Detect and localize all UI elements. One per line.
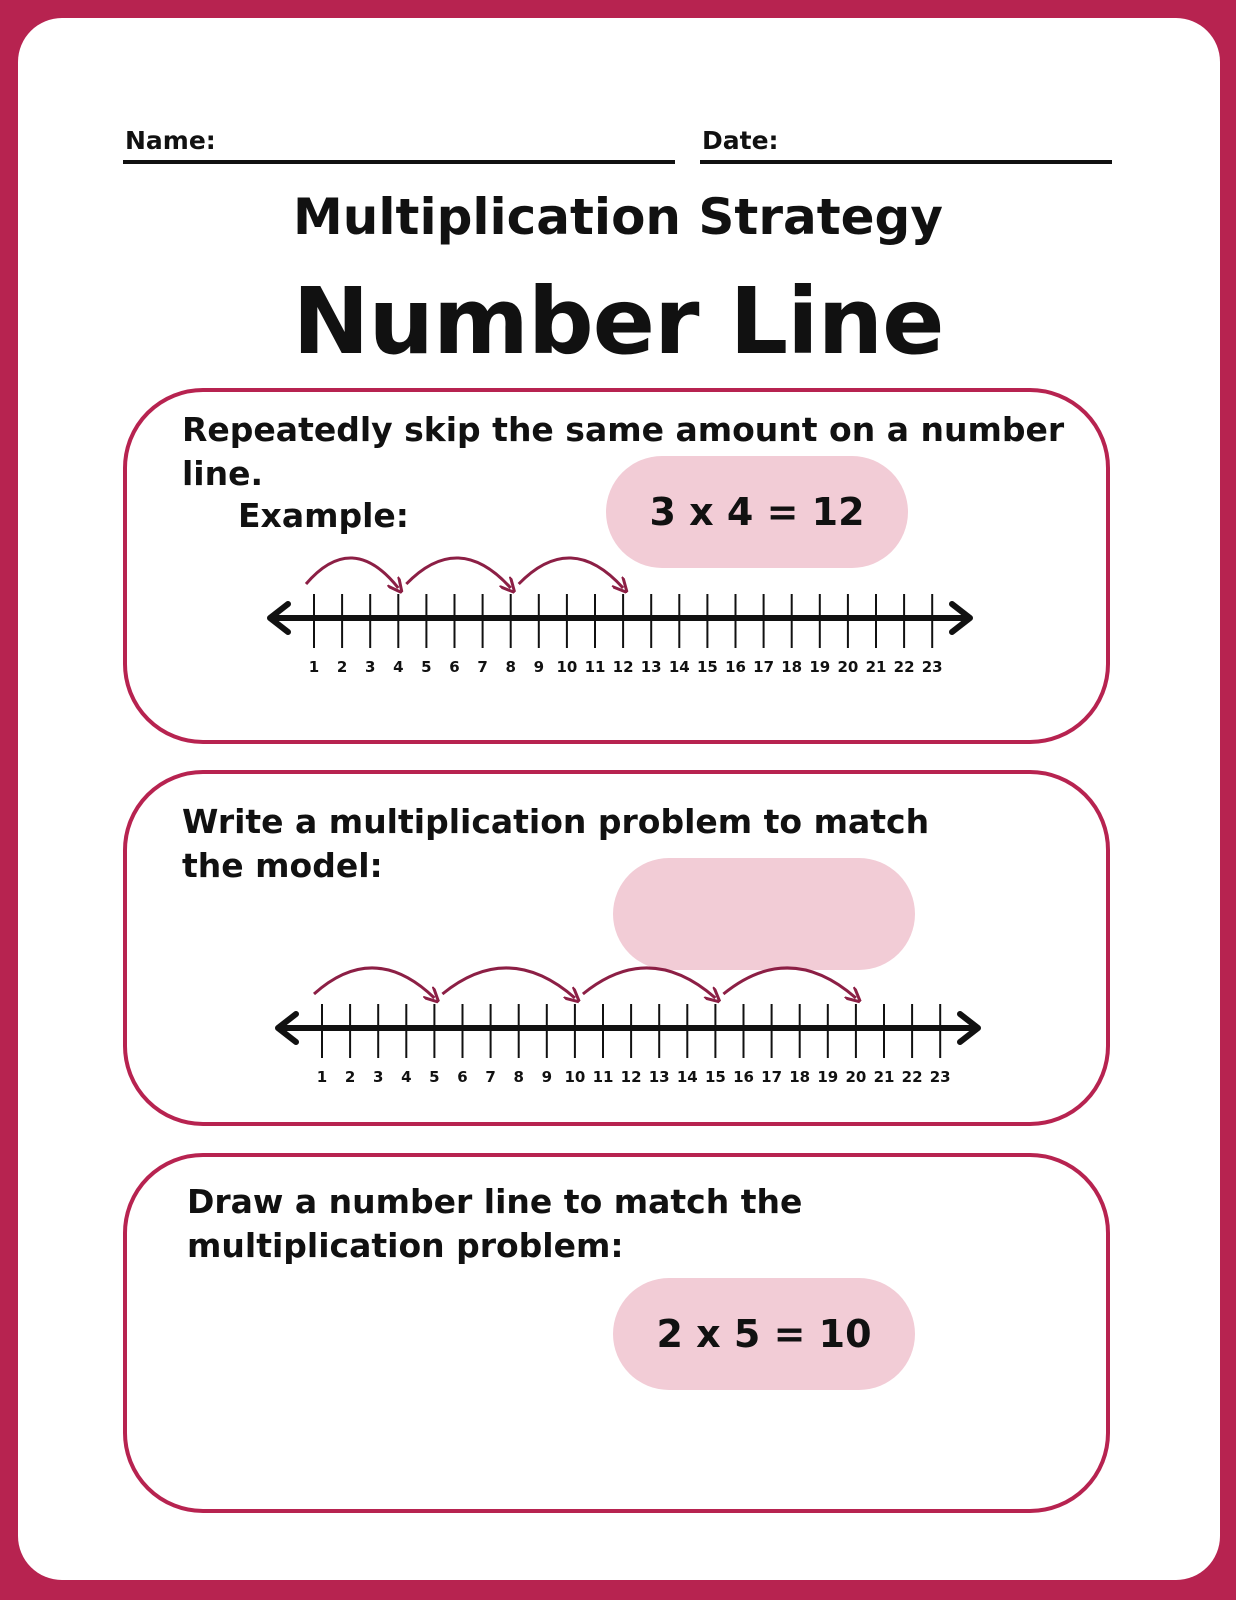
worksheet-subtitle: Multiplication Strategy [293,188,943,246]
tick-label-4: 4 [393,658,404,676]
tick-label-6: 6 [449,658,460,676]
example-number-line [262,550,1002,690]
tick-label-13: 13 [640,658,662,676]
hop-arc-2 [406,558,510,588]
hop-arc-3 [519,558,623,588]
tick-label-5: 5 [429,1068,440,1086]
tick-label-20: 20 [837,658,859,676]
tick-label-21: 21 [873,1068,895,1086]
equation-pill: 2 x 5 = 10 [613,1278,915,1390]
tick-label-15: 15 [704,1068,726,1086]
hop-arc-3 [583,968,716,998]
tick-label-2: 2 [336,658,348,676]
tick-label-11: 11 [584,658,606,676]
tick-label-2: 2 [344,1068,356,1086]
hop-arc-2 [442,968,575,998]
tick-label-16: 16 [733,1068,754,1086]
tick-label-20: 20 [845,1068,867,1086]
date-label: Date: [702,126,779,155]
model-number-line [270,960,1010,1100]
tick-label-18: 18 [789,1068,811,1086]
answer-pill[interactable] [613,858,915,970]
tick-label-8: 8 [505,658,516,676]
tick-label-8: 8 [513,1068,524,1086]
tick-label-4: 4 [401,1068,412,1086]
tick-label-23: 23 [921,658,943,676]
tick-label-13: 13 [648,1068,670,1086]
name-label: Name: [125,126,216,155]
tick-label-23: 23 [929,1068,951,1086]
tick-label-1: 1 [316,1068,328,1086]
tick-label-11: 11 [592,1068,614,1086]
hop-arc-1 [314,968,434,998]
tick-label-19: 19 [817,1068,839,1086]
tick-label-10: 10 [556,658,578,676]
tick-label-9: 9 [533,658,545,676]
example-label: Example: [238,496,409,535]
name-field[interactable] [123,126,675,164]
hop-arc-1 [306,558,398,588]
instruction-text: Draw a number line to match the multiplication problem: [187,1182,803,1265]
tick-label-19: 19 [809,658,831,676]
worksheet-title: Number Line [292,268,944,375]
tick-label-7: 7 [485,1068,496,1086]
tick-label-21: 21 [865,658,887,676]
tick-label-3: 3 [372,1068,384,1086]
tick-label-22: 22 [901,1068,923,1086]
tick-label-7: 7 [477,658,488,676]
date-field[interactable] [700,126,1112,164]
tick-label-9: 9 [541,1068,553,1086]
tick-label-14: 14 [676,1068,698,1086]
hop-arc-4 [723,968,856,998]
tick-label-17: 17 [761,1068,783,1086]
instruction-text: Repeatedly skip the same amount on a number line. [182,410,1065,493]
tick-label-6: 6 [457,1068,468,1086]
tick-label-12: 12 [612,658,634,676]
equation-pill: 3 x 4 = 12 [606,456,908,568]
tick-label-14: 14 [668,658,690,676]
tick-label-16: 16 [725,658,746,676]
tick-label-22: 22 [893,658,915,676]
tick-label-15: 15 [696,658,718,676]
tick-label-5: 5 [421,658,432,676]
tick-label-17: 17 [753,658,775,676]
tick-label-12: 12 [620,1068,642,1086]
tick-label-18: 18 [781,658,803,676]
tick-label-1: 1 [308,658,320,676]
drawing-area[interactable] [160,1400,1060,1495]
tick-label-10: 10 [564,1068,586,1086]
tick-label-3: 3 [364,658,376,676]
instruction-text: Write a multiplication problem to match the model: [182,802,930,885]
